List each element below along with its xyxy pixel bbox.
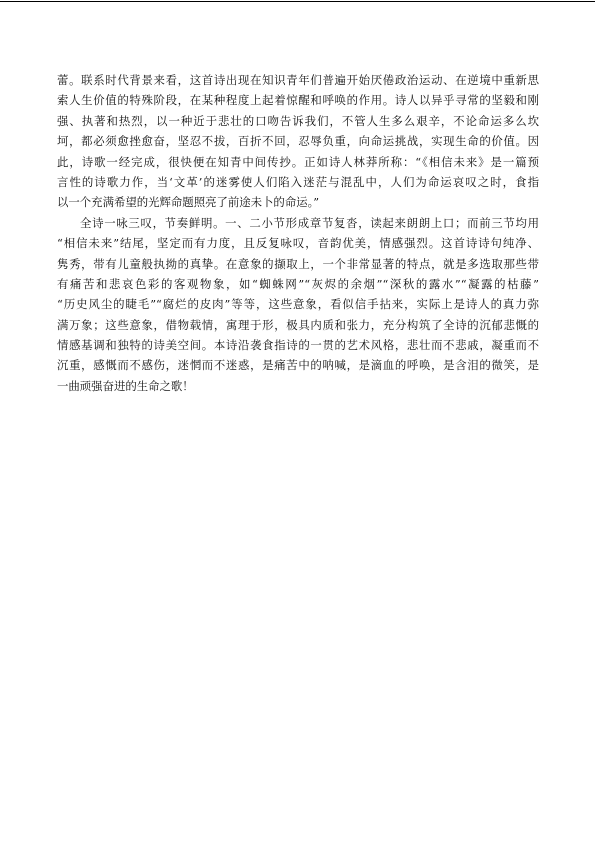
text-line: 沉重，感慨而不感伤，迷惘而不迷惑，是痛苦中的呐喊，是滴血的呼唤，是含泪的微笑，是	[57, 358, 539, 373]
text-line: 坷，都必须愈挫愈奋，坚忍不拔，百折不回，忍辱负重，向命运挑战，实现生命的价值。因	[57, 134, 539, 149]
text-line: 言性的诗歌力作，当‘文革’的迷雾使人们陷入迷茫与混乱中，人们为命运哀叹之时，食指	[57, 174, 539, 189]
text-line: 强、执著和热烈，以一种近于悲壮的口吻告诉我们，不管人生多么艰辛，不论命运多么坎	[57, 113, 539, 128]
text-line: 满万象；这些意象，借物载情，寓理于形，极具内质和张力，充分构筑了全诗的沉郁悲慨的	[57, 317, 539, 332]
text-line: 一曲顽强奋进的生命之歌！	[57, 378, 194, 393]
text-line: “相信未来”结尾，坚定而有力度，且反复咏叹，音韵优美，情感强烈。这首诗诗句纯净、	[57, 236, 539, 251]
top-divider	[0, 1, 595, 2]
text-line: “历史风尘的睫毛”“腐烂的皮肉”等等，这些意象，看似信手拈来，实际上是诗人的真力弥	[57, 297, 539, 312]
text-line: 蕾。联系时代背景来看，这首诗出现在知识青年们普遍开始厌倦政治运动、在逆境中重新思	[57, 73, 539, 87]
text-line: 隽秀，带有儿童般执拗的真挚。在意象的撷取上，一个非常显著的特点，就是多选取那些带	[57, 256, 539, 271]
text-line: 全诗一咏三叹，节奏鲜明。一、二小节形成章节复沓，读起来朗朗上口；而前三节均用	[80, 215, 539, 230]
text-line: 有痛苦和悲哀色彩的客观物象，如“蜘蛛网”“灰烬的余烟”“深秋的露水”“凝露的枯藤”	[57, 276, 539, 291]
text-line: 以一个充满希望的光辉命题照亮了前途未卜的命运。”	[57, 195, 320, 210]
text-line: 情感基调和独特的诗美空间。本诗沿袭食指诗的一贯的艺术风格，悲壮而不悲戚，凝重而不	[57, 338, 539, 353]
body-text	[57, 70, 539, 396]
text-line: 此，诗歌一经完成，很快便在知青中间传抄。正如诗人林莽所称：“《相信未来》是一篇预	[57, 154, 539, 169]
text-line: 索人生价值的特殊阶段，在某种程度上起着惊醒和呼唤的作用。诗人以异乎寻常的坚毅和刚	[57, 93, 539, 108]
